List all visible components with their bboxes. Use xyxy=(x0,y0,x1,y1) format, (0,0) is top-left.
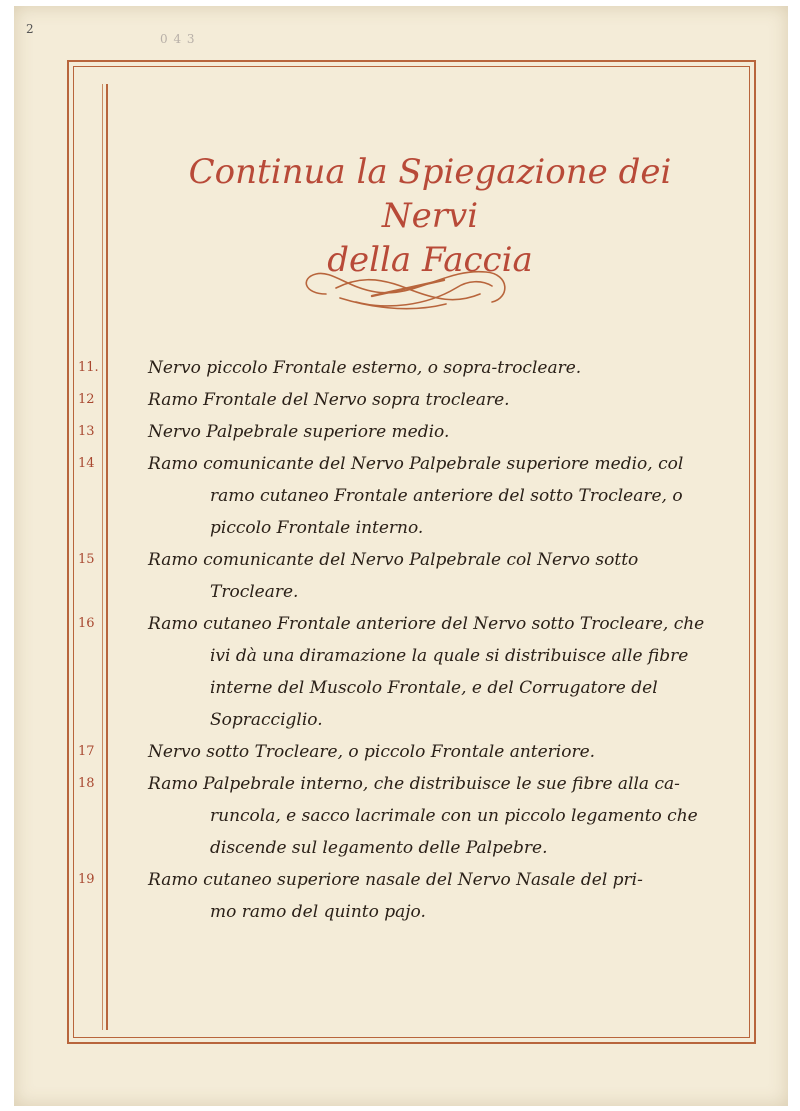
entry-text xyxy=(148,864,728,928)
entry-first-line: Ramo comunicante del Nervo Palpebrale col Nervo sotto xyxy=(148,550,639,570)
entry-number: 13 xyxy=(78,424,95,439)
list-item xyxy=(0,768,800,864)
entry-number: 18 xyxy=(78,776,95,791)
list-item xyxy=(0,736,800,768)
entry-text xyxy=(148,352,728,384)
list-item xyxy=(0,544,800,608)
entry-continuation: ramo cutaneo Frontale anteriore del sotto Trocleare, o piccolo Frontale interno. xyxy=(210,486,683,538)
entry-number: 11. xyxy=(78,360,99,375)
entry-first-line: Nervo Palpebrale superiore medio. xyxy=(148,422,450,442)
list-item xyxy=(0,864,800,928)
entry-text xyxy=(148,544,728,608)
entry-continuation: mo ramo del quinto pajo. xyxy=(210,902,426,922)
list-item xyxy=(0,384,800,416)
entry-text xyxy=(148,768,728,864)
list-item xyxy=(0,416,800,448)
entry-first-line: Ramo Frontale del Nervo sopra trocleare. xyxy=(148,390,510,410)
entry-text xyxy=(148,416,728,448)
entry-number: 14 xyxy=(78,456,95,471)
entry-number: 16 xyxy=(78,616,95,631)
title-line-1: Continua la Spiegazione dei Nervi xyxy=(188,152,672,236)
entry-first-line: Ramo Palpebrale interno, che distribuisce le sue fibre alla ca- xyxy=(148,774,680,794)
entry-number: 15 xyxy=(78,552,95,567)
list-item xyxy=(0,352,800,384)
list-item xyxy=(0,608,800,736)
entry-text xyxy=(148,736,728,768)
entry-continuation: ivi dà una diramazione la quale si distribuisce alle fibre interne del Muscolo Frontale, e del Corrugatore del Sopracciglio. xyxy=(210,646,689,730)
flourish-ornament xyxy=(296,258,516,320)
entry-number: 17 xyxy=(78,744,95,759)
entry-first-line: Ramo comunicante del Nervo Palpebrale superiore medio, col xyxy=(148,454,684,474)
entry-text xyxy=(148,608,728,736)
entry-first-line: Nervo sotto Trocleare, o piccolo Frontale anteriore. xyxy=(148,742,596,762)
entry-first-line: Ramo cutaneo superiore nasale del Nervo Nasale del pri- xyxy=(148,870,643,890)
entry-text xyxy=(148,448,728,544)
nerve-entries-list xyxy=(0,352,800,928)
entry-continuation: Trocleare. xyxy=(210,582,299,602)
entry-first-line: Nervo piccolo Frontale esterno, o sopra-trocleare. xyxy=(148,358,582,378)
entry-first-line: Ramo cutaneo Frontale anteriore del Nervo sotto Trocleare, che xyxy=(148,614,705,634)
list-item xyxy=(0,448,800,544)
page-number: 2 xyxy=(26,22,34,36)
title-line-2: della Faccia xyxy=(327,240,533,280)
entry-continuation: runcola, e sacco lacrimale con un piccolo legamento che discende sul legamento delle Palpebre. xyxy=(210,806,698,858)
entry-number: 12 xyxy=(78,392,95,407)
archive-stamp: 0 4 3 xyxy=(160,32,196,46)
entry-number: 19 xyxy=(78,872,95,887)
entry-text xyxy=(148,384,728,416)
